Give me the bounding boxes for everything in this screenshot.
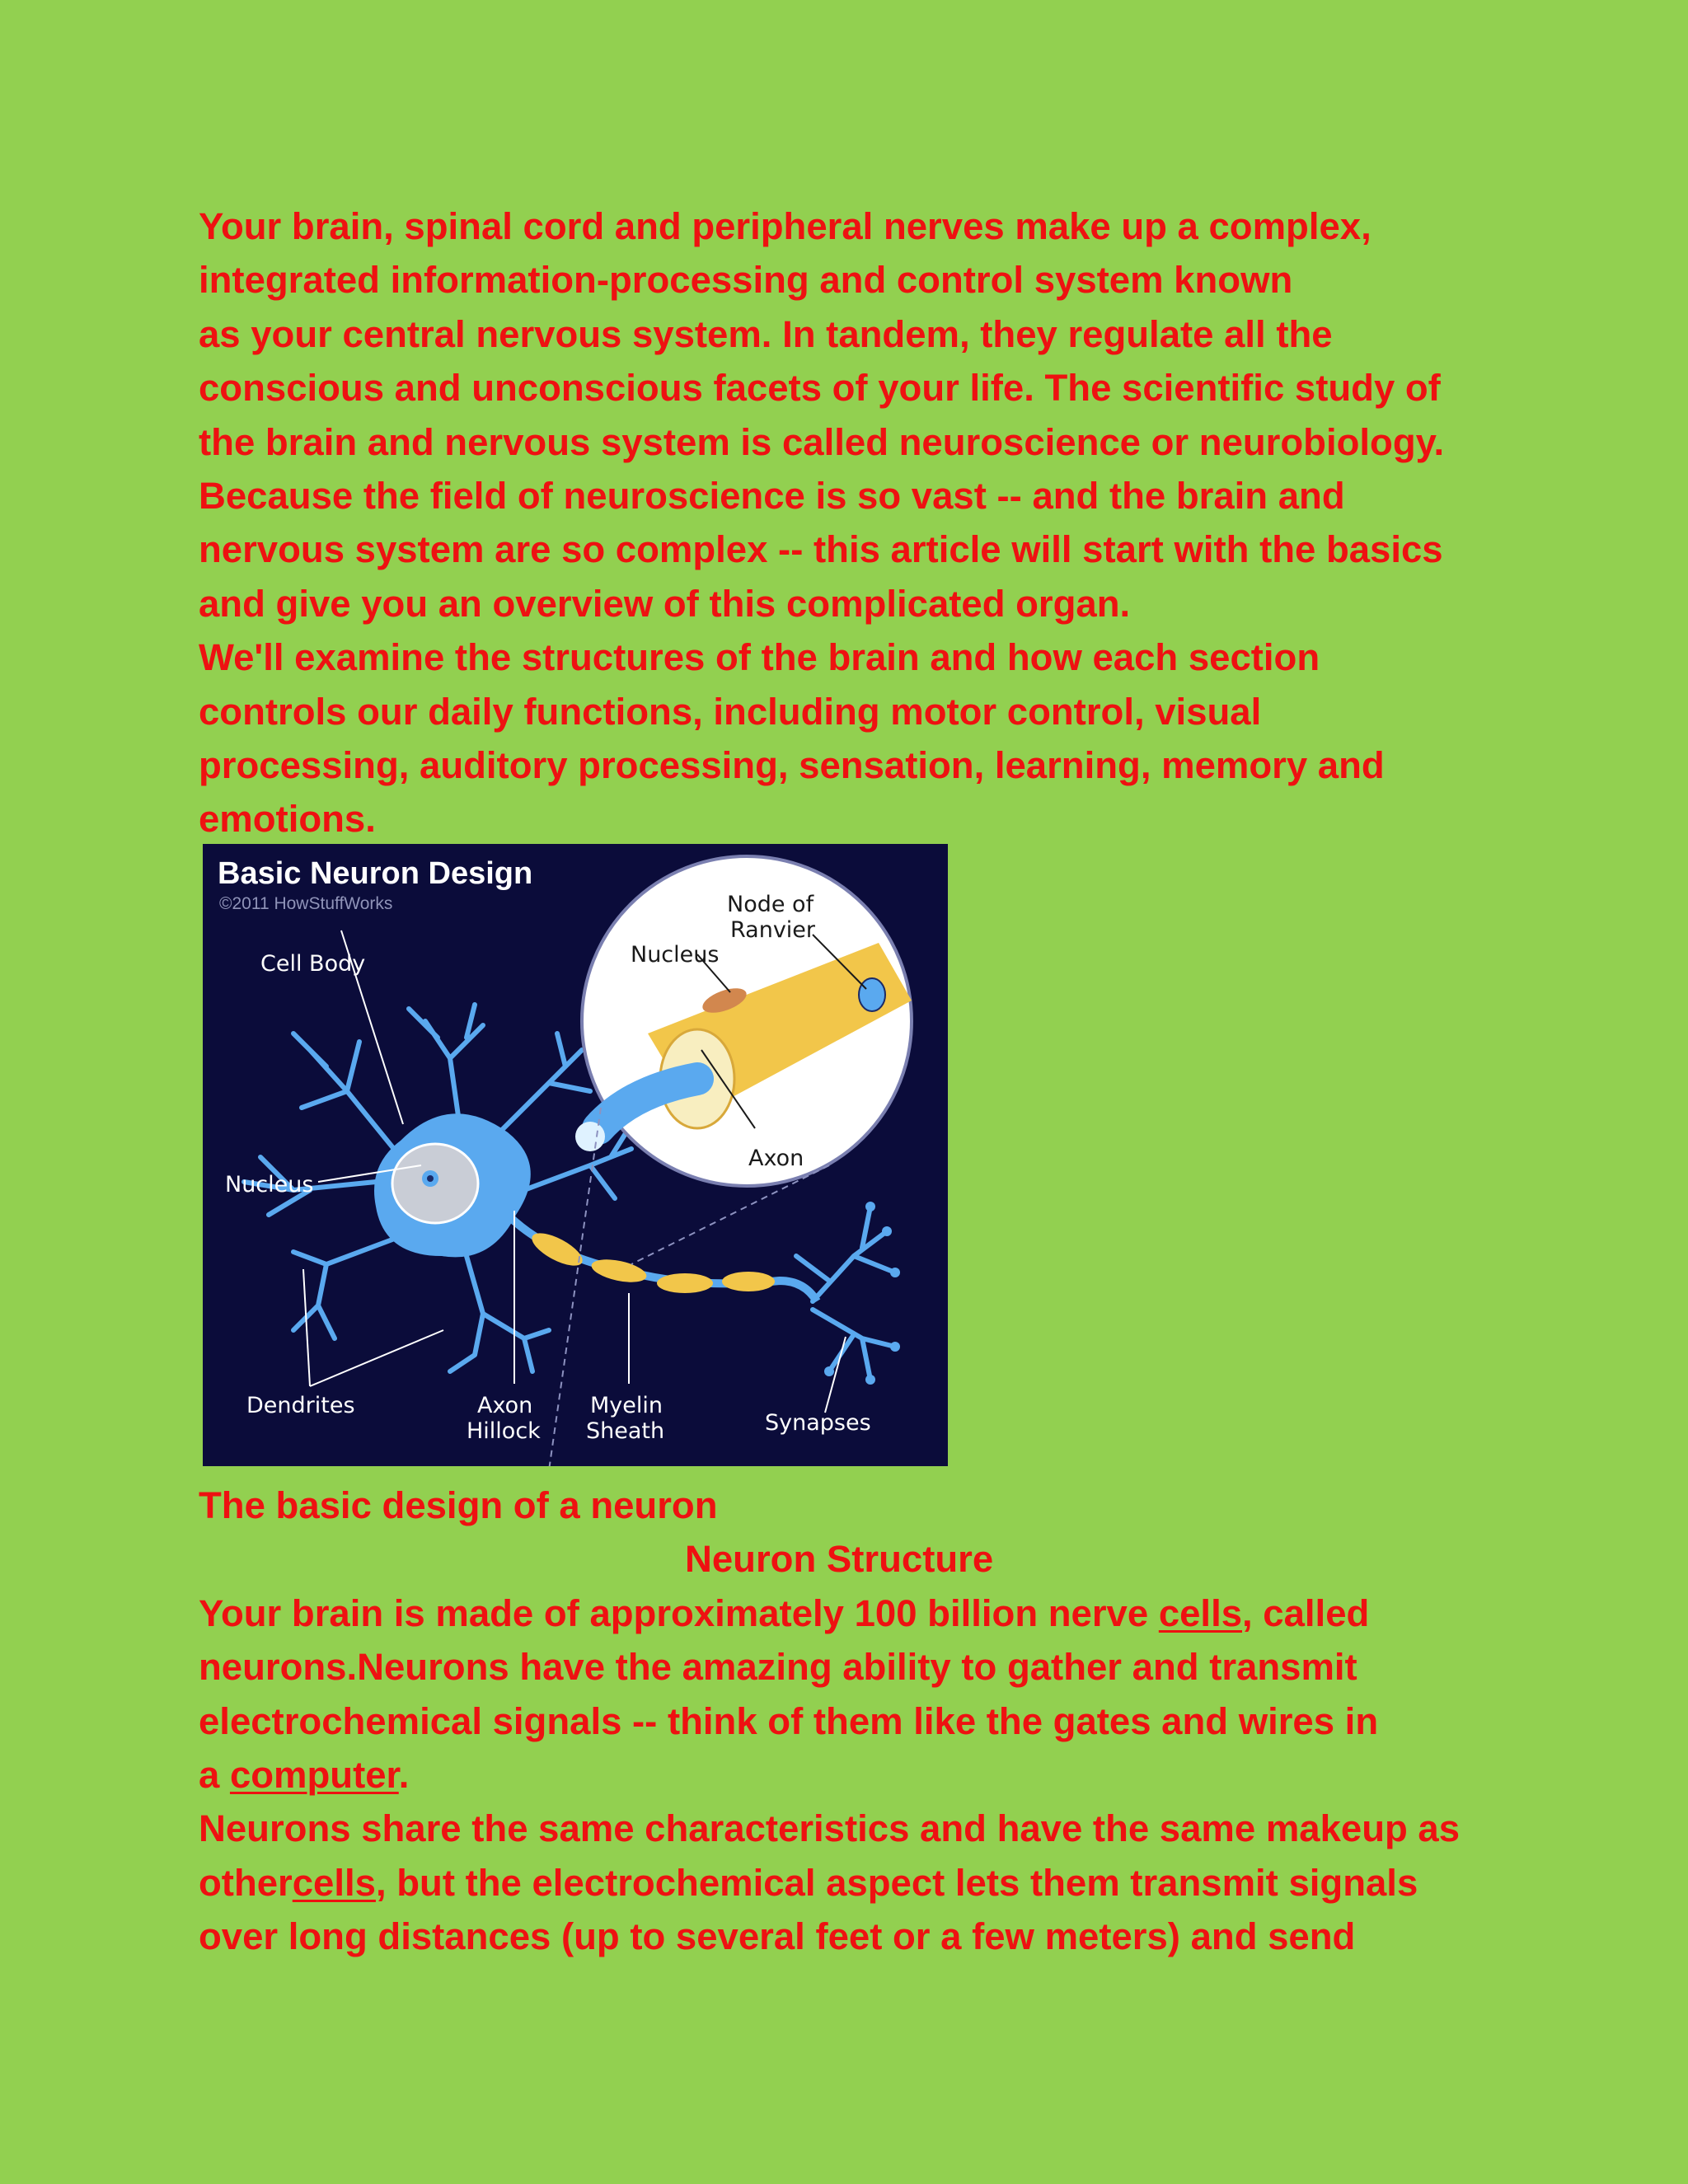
label-synapses: Synapses [765,1410,871,1436]
text-run: , but the electrochemical aspect lets them transmit signals [375,1861,1418,1904]
intro-line: integrated information-processing and control system known [199,259,1293,302]
label-axon-inset: Axon [748,1146,804,1171]
label-node-of-ranvier-1: Node of [727,892,814,917]
intro-line: Because the field of neuroscience is so vast -- and the brain and [199,475,1345,518]
intro-line: the brain and nervous system is called neuroscience or neurobiology. [199,420,1445,463]
figure-caption: The basic design of a neuron [199,1484,718,1526]
text-run: Your brain is made of approximately 100 billion nerve [199,1591,1159,1634]
myelin-sheath-graphic [528,1227,775,1293]
intro-line: conscious and unconscious facets of your life. The scientific study of [199,367,1441,410]
label-axon-hillock-1: Axon [477,1393,533,1418]
label-nucleus-inset: Nucleus [631,942,720,968]
intro-line: We'll examine the structures of the brain and how each section [199,636,1320,679]
intro-line: emotions. [199,798,376,841]
paragraph-line [199,1748,1517,1802]
computer-link[interactable]: computer [229,1754,399,1797]
figure-copyright: ©2011 HowStuffWorks [219,894,393,913]
label-cell-body: Cell Body [260,951,366,977]
neuron-diagram-image [203,844,948,1466]
paragraph-line [199,1856,1517,1910]
cells-link[interactable]: cells [292,1861,376,1904]
intro-line: controls our daily functions, including motor control, visual [199,690,1262,733]
text-run: a [199,1754,230,1797]
paragraph-line: Neurons share the same characteristics and have the same makeup as [199,1807,1461,1850]
paragraph-line: neurons.Neurons have the amazing ability to gather and transmit [199,1646,1357,1689]
intro-line: processing, auditory processing, sensation, learning, memory and [199,744,1385,787]
label-dendrites: Dendrites [246,1393,355,1418]
paragraph-line [199,1586,1517,1640]
paragraph-line: electrochemical signals -- think of them like the gates and wires in [199,1699,1379,1742]
label-nucleus: Nucleus [225,1172,314,1197]
dendrite-tips-graphic [824,1202,900,1385]
cells-link[interactable]: cells [1158,1591,1243,1634]
intro-line: nervous system are so complex -- this article will start with the basics [199,528,1443,571]
text-run: . [398,1754,410,1797]
intro-paragraph [199,199,1517,846]
intro-line: as your central nervous system. In tandem, they regulate all the [199,312,1333,355]
figure-title: Basic Neuron Design [218,856,533,891]
paragraph-line: over long distances (up to several feet or a few meters) and send [199,1915,1356,1958]
section-heading: Neuron Structure [685,1538,994,1581]
intro-line: and give you an overview of this complicated organ. [199,582,1131,625]
body-text [199,1479,1517,1964]
text-run: other [199,1861,293,1904]
label-myelin-1: Myelin [590,1393,663,1418]
text-run: , called [1242,1591,1370,1634]
label-myelin-2: Sheath [586,1418,665,1444]
label-node-of-ranvier-2: Ranvier [730,917,816,943]
intro-line: Your brain, spinal cord and peripheral nerves make up a complex, [199,205,1372,247]
label-axon-hillock-2: Hillock [467,1418,541,1444]
